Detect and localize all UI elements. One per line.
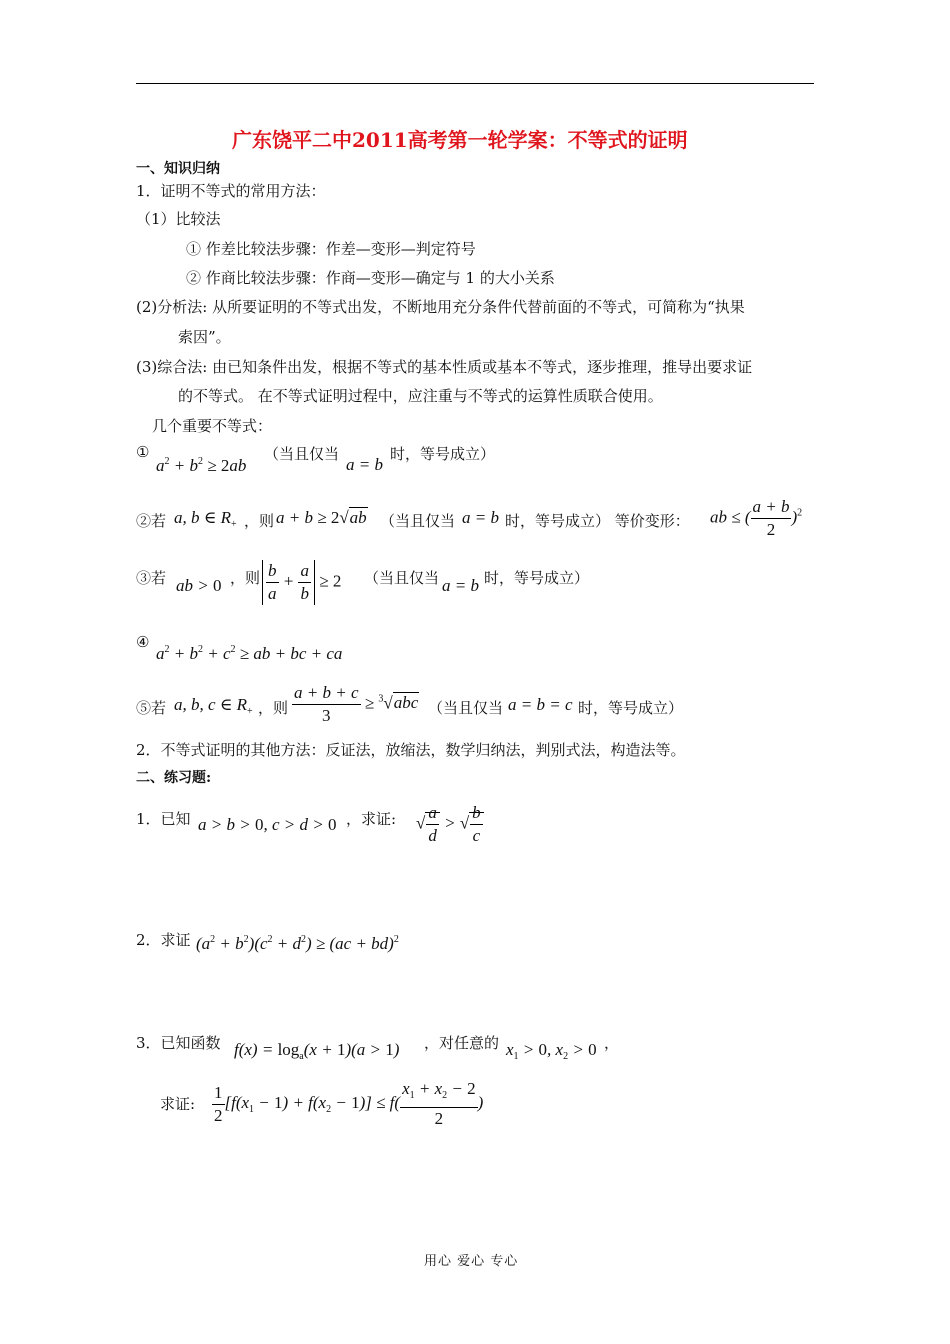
- ineq5-tail: 时，等号成立）: [578, 699, 684, 717]
- problem3-mid: ，对任意的: [424, 1034, 500, 1052]
- ineq5-condition: （当且仅当: [428, 699, 504, 717]
- problem3-prove: 求证:: [160, 1095, 196, 1113]
- problem3-comma: ，: [604, 1034, 620, 1052]
- ineq5-equality: a = b = c: [508, 695, 573, 714]
- ineq5-then: ，则: [258, 699, 289, 717]
- problem3-domain: $x_1 > 0$, $x_2 > 0$: [506, 1040, 597, 1062]
- ineq1-equality: a = b: [346, 455, 383, 474]
- ineq5-prefix: ⑤若: [136, 699, 167, 717]
- ineq5-formula: $\frac{a + b + c}{3}$ ≥ $^3$√abc: [294, 683, 419, 725]
- paragraph-other-methods: 2．不等式证明的其他方法：反证法，放缩法，数学归纳法，判别式法，构造法等。: [136, 741, 686, 759]
- problem3-formula: $\frac{1}{2}$ $[f(x_1 - 1) + f(x_2 - 1)] \le f$( $\frac{x_1 + x_2 - 2}{2}$ ): [214, 1079, 484, 1128]
- paragraph-analysis: (2)分析法: 从所要证明的不等式出发，不断地用充分条件代替前面的不等式，可简称为“执果: [136, 298, 745, 316]
- paragraph-important: 几个重要不等式：: [152, 417, 273, 435]
- paragraph-methods: 1．证明不等式的常用方法：: [136, 182, 326, 200]
- problem1-given: a > b > 0, c > d > 0: [198, 815, 337, 834]
- ineq2-prefix: ②若: [136, 512, 167, 530]
- ineq2-equality: a = b: [462, 508, 499, 527]
- paragraph-quot-steps: ② 作商比较法步骤：作商—变形—确定与 1 的大小关系: [186, 269, 555, 287]
- ineq3-tail: 时，等号成立）: [484, 569, 590, 587]
- ineq3-domain: ab > 0: [176, 576, 222, 595]
- ineq1-tail: 时，等号成立）: [390, 445, 496, 463]
- ineq2-tail: 时，等号成立） 等价变形：: [505, 512, 690, 530]
- problem3-prefix: 3．已知函数: [136, 1034, 221, 1052]
- problem1-formula: √ $\frac{a}{d}$ > √ $\frac{b}{c}$: [416, 802, 484, 847]
- ineq2-then: ，则: [244, 512, 275, 530]
- paragraph-diff-steps: ① 作差比较法步骤：作差—变形—判定符号: [186, 240, 476, 258]
- ineq3-then: ，则: [230, 569, 261, 587]
- ineq1-number: ①: [136, 443, 150, 461]
- section-heading-exercises: 二、练习题:: [136, 770, 212, 786]
- ineq1-formula: $a^2 + b^2 \ge 2ab$: [156, 456, 247, 475]
- ineq3-equality: a = b: [442, 576, 479, 595]
- problem2-formula: $(a^2 + b^2)(c^2 + d^2) \ge (ac + bd)^2$: [196, 934, 399, 953]
- paragraph-analysis-cont: 索因”。: [178, 328, 231, 346]
- section-heading-knowledge: 一、知识归纳: [136, 161, 220, 177]
- ineq5-domain: a, b, c ∈ $R_+$: [174, 695, 253, 717]
- paragraph-synthesis-cont: 的不等式。 在不等式证明过程中，应注重与不等式的运算性质联合使用。: [178, 387, 663, 405]
- problem1-prefix: 1．已知: [136, 810, 191, 828]
- paragraph-synthesis: (3)综合法: 由已知条件出发，根据不等式的基本性质或基本不等式，逐步推理，推导出要求证: [136, 358, 753, 376]
- ineq2-equivalent: ab ≤ ( $\frac{a + b}{2}$ )$^2$: [710, 497, 803, 539]
- ineq3-prefix: ③若: [136, 569, 167, 587]
- paragraph-compare: （1）比较法: [136, 210, 221, 228]
- ineq2-domain: a, b ∈ $R_+$: [174, 508, 237, 530]
- ineq2-condition: （当且仅当: [380, 512, 456, 530]
- ineq4-formula: $a^2 + b^2 + c^2$ ≥ ab + bc + ca: [156, 644, 343, 663]
- ineq3-condition: （当且仅当: [364, 569, 440, 587]
- problem3-function: $f(x) = \log_a(x + 1)(a > 1)$: [234, 1040, 400, 1062]
- problem1-prove: ，求证:: [346, 810, 397, 828]
- ineq4-number: ④: [136, 633, 150, 651]
- problem2-prefix: 2．求证: [136, 931, 191, 949]
- ineq2-formula: a + b ≥ 2√ab: [276, 508, 367, 527]
- ineq3-formula: $\frac{b}{a}$ + $\frac{a}{b}$ ≥ 2: [262, 560, 341, 605]
- page-title: 广东饶平二中2011高考第一轮学案：不等式的证明: [232, 128, 688, 152]
- header-rule: [136, 83, 814, 84]
- page-footer: 用心 爱心 专心: [424, 1254, 519, 1269]
- ineq1-condition: （当且仅当: [264, 445, 340, 463]
